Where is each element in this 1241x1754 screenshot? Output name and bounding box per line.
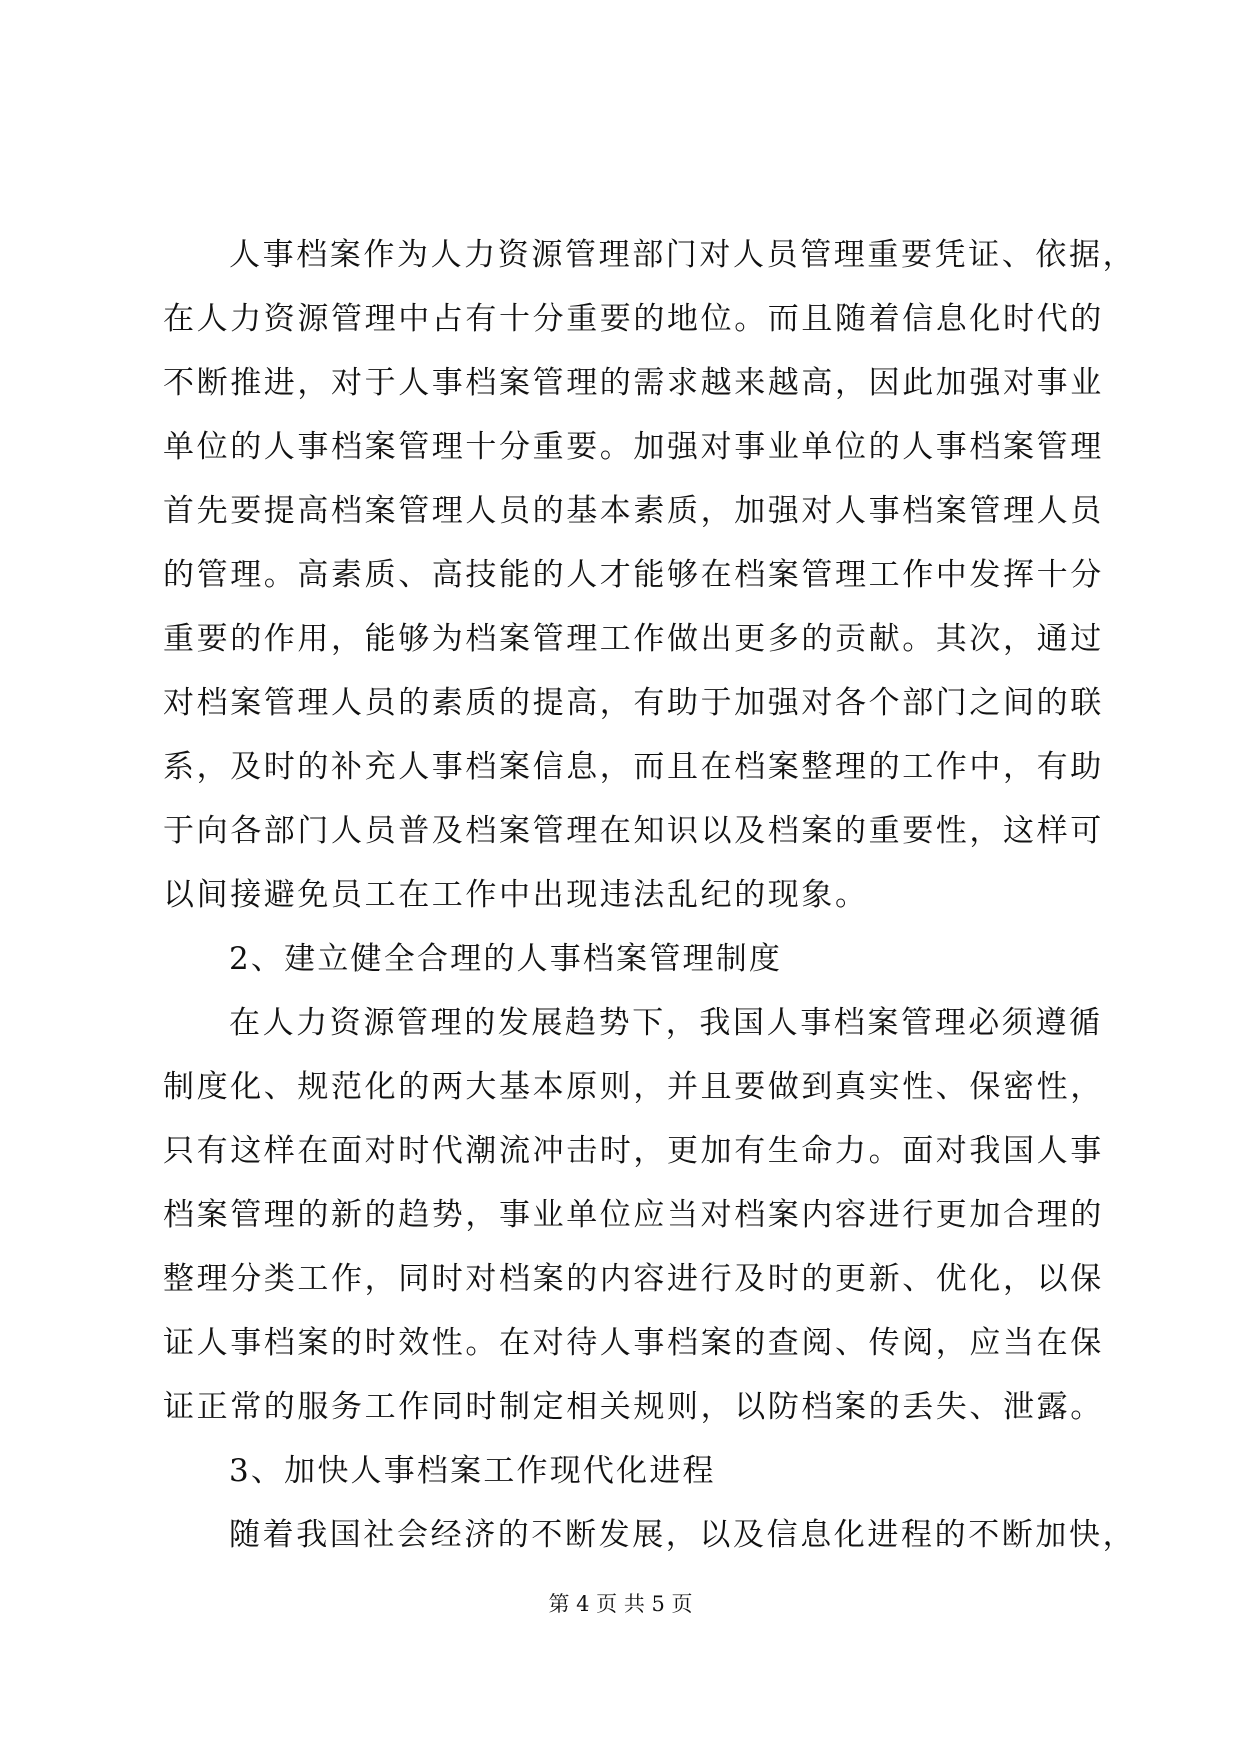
document-body xyxy=(163,223,1137,1567)
paragraph-line: 只有这样在面对时代潮流冲击时，更加有生命力。面对我国人事 xyxy=(163,1133,1104,1169)
paragraph-line: 整理分类工作，同时对档案的内容进行及时的更新、优化，以保 xyxy=(163,1261,1104,1297)
paragraph-line: 随着我国社会经济的不断发展，以及信息化进程的不断加快， xyxy=(229,1517,1137,1553)
paragraph-line: 系，及时的补充人事档案信息，而且在档案整理的工作中，有助 xyxy=(163,749,1104,785)
paragraph-line: 证正常的服务工作同时制定相关规则，以防档案的丢失、泄露。 xyxy=(163,1389,1104,1425)
paragraph-line: 在人力资源管理的发展趋势下，我国人事档案管理必须遵循 xyxy=(229,1005,1103,1041)
paragraph-line: 于向各部门人员普及档案管理在知识以及档案的重要性，这样可 xyxy=(163,813,1104,849)
paragraph-line: 首先要提高档案管理人员的基本素质，加强对人事档案管理人员 xyxy=(163,493,1104,529)
paragraph-line: 档案管理的新的趋势，事业单位应当对档案内容进行更加合理的 xyxy=(163,1197,1104,1233)
paragraph-line: 制度化、规范化的两大基本原则，并且要做到真实性、保密性， xyxy=(163,1069,1104,1105)
paragraph-line: 对档案管理人员的素质的提高，有助于加强对各个部门之间的联 xyxy=(163,685,1104,721)
paragraph-line: 不断推进，对于人事档案管理的需求越来越高，因此加强对事业 xyxy=(163,365,1104,401)
paragraph-line: 证人事档案的时效性。在对待人事档案的查阅、传阅，应当在保 xyxy=(163,1325,1104,1361)
page-footer: 第 4 页 共 5 页 xyxy=(548,1592,693,1616)
paragraph-line: 重要的作用，能够为档案管理工作做出更多的贡献。其次，通过 xyxy=(163,621,1104,657)
paragraph-line: 的管理。高素质、高技能的人才能够在档案管理工作中发挥十分 xyxy=(163,557,1104,593)
paragraph-line: 以间接避免员工在工作中出现违法乱纪的现象。 xyxy=(163,877,869,913)
paragraph-line: 人事档案作为人力资源管理部门对人员管理重要凭证、依据， xyxy=(229,237,1137,273)
section-heading: 3、加快人事档案工作现代化进程 xyxy=(229,1453,716,1489)
paragraph-line: 在人力资源管理中占有十分重要的地位。而且随着信息化时代的 xyxy=(163,301,1104,337)
section-heading: 2、建立健全合理的人事档案管理制度 xyxy=(229,941,783,977)
paragraph-line: 单位的人事档案管理十分重要。加强对事业单位的人事档案管理 xyxy=(163,429,1104,465)
